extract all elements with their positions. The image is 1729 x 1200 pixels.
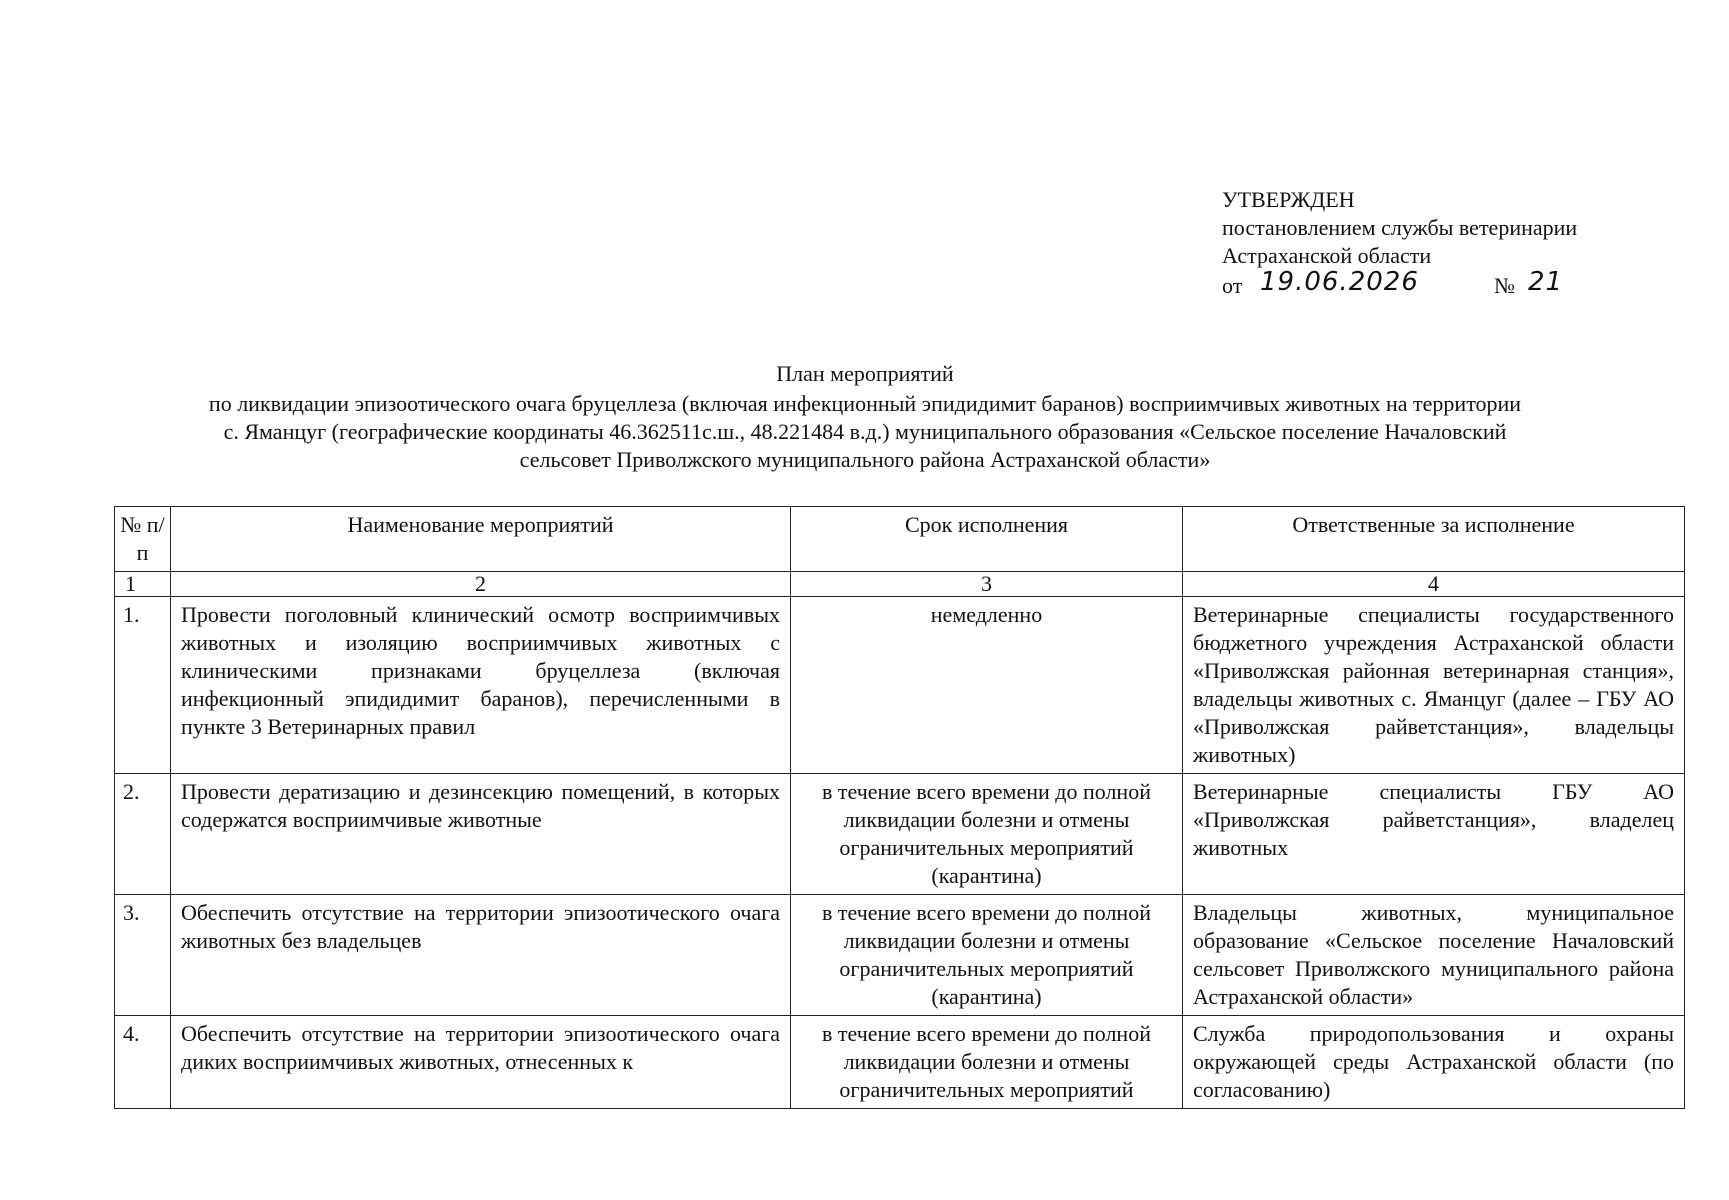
approval-from-label: от <box>1222 273 1243 298</box>
row-number: 3. <box>115 895 171 1016</box>
approval-number: 21 <box>1528 267 1564 297</box>
approval-block <box>1222 186 1577 300</box>
row-term: в течение всего времени до полной ликвидации болезни и отмены ограничительных мероприятий (карантина) <box>791 774 1183 895</box>
table-row <box>115 774 1685 895</box>
document-subtitle-line-2: с. Яманцуг (географические координаты 46.362511с.ш., 48.221484 в.д.) муниципального образования «Сельское поселение Началовский <box>223 419 1507 444</box>
approval-date-line <box>1222 267 1577 300</box>
index-cell: 2 <box>171 572 791 597</box>
table-index-row <box>115 572 1685 597</box>
row-number: 2. <box>115 774 171 895</box>
approval-number-label: № <box>1494 273 1515 298</box>
row-activity: Обеспечить отсутствие на территории эпизоотического очага диких восприимчивых животных, отнесенных к <box>171 1016 791 1109</box>
row-number: 1. <box>115 597 171 774</box>
table-header-row <box>115 507 1685 572</box>
row-activity: Провести дератизацию и дезинсекцию помещений, в которых содержатся восприимчивые животные <box>171 774 791 895</box>
row-responsible: Ветеринарные специалисты государственного бюджетного учреждения Астраханской области «Приволжская районная ветеринарная станция», владельцы животных с. Яманцуг (далее – ГБУ АО «Приволжская райветстанция», владельцы животных) <box>1183 597 1685 774</box>
row-term: немедленно <box>791 597 1183 774</box>
document-title: План мероприятий <box>776 361 954 386</box>
approval-status: УТВЕРЖДЕН <box>1222 187 1355 212</box>
row-term: в течение всего времени до полной ликвидации болезни и отмены ограничительных мероприятий (карантина) <box>791 895 1183 1016</box>
header-activity-name: Наименование мероприятий <box>171 507 791 572</box>
document-subtitle-line-3: сельсовет Приволжского муниципального района Астраханской области» <box>519 447 1211 472</box>
document-title-block <box>120 360 1610 474</box>
index-cell: 4 <box>1183 572 1685 597</box>
header-number: № п/п <box>115 507 171 572</box>
index-cell: 3 <box>791 572 1183 597</box>
index-cell: 1 <box>115 572 171 597</box>
approval-date: 19.06.2026 <box>1260 267 1419 297</box>
approval-line-1: постановлением службы ветеринарии <box>1222 215 1578 240</box>
approval-line-2: Астраханской области <box>1222 243 1432 268</box>
table-row <box>115 895 1685 1016</box>
row-term: в течение всего времени до полной ликвидации болезни и отмены ограничительных мероприятий <box>791 1016 1183 1109</box>
row-activity: Провести поголовный клинический осмотр восприимчивых животных и изоляцию восприимчивых животных с клиническими признаками бруцеллеза (включая инфекционный эпидидимит баранов), перечисленными в пункте 3 Ветеринарных правил <box>171 597 791 774</box>
table-row <box>115 1016 1685 1109</box>
row-responsible: Владельцы животных, муниципальное образование «Сельское поселение Началовский сельсовет Приволжского муниципального района Астраханской области» <box>1183 895 1685 1016</box>
row-responsible: Служба природопользования и охраны окружающей среды Астраханской области (по согласованию) <box>1183 1016 1685 1109</box>
header-responsible: Ответственные за исполнение <box>1183 507 1685 572</box>
table-row <box>115 597 1685 774</box>
row-activity: Обеспечить отсутствие на территории эпизоотического очага животных без владельцев <box>171 895 791 1016</box>
header-term: Срок исполнения <box>791 507 1183 572</box>
plan-table <box>114 506 1685 1109</box>
row-number: 4. <box>115 1016 171 1109</box>
row-responsible: Ветеринарные специалисты ГБУ АО «Приволжская райветстанция», владелец животных <box>1183 774 1685 895</box>
document-subtitle-line-1: по ликвидации эпизоотического очага бруцеллеза (включая инфекционный эпидидимит баранов) восприимчивых животных на территории <box>208 391 1522 416</box>
